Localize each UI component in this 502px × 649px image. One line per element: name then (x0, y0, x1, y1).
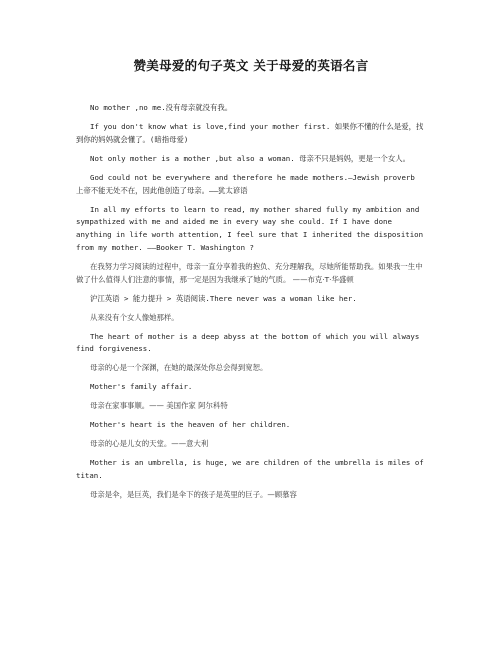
paragraph: 在我努力学习阅读的过程中，母亲一直分享着我的抱负、充分理解我，尽她所能帮助我。如果我一生中做了什么值得人们注意的事情，那一定是因为我继承了她的气质。 ——布克·T·华盛顿 (76, 261, 423, 284)
page-title: 赞美母爱的句子英文 关于母爱的英语名言 (133, 58, 369, 73)
paragraph: The heart of mother is a deep abyss at the bottom of which you will always find forgiveness. (76, 331, 420, 354)
paragraph: In all my efforts to learn to read, my mother shared fully my ambition and sympathized with me and aided me in every way she could. If I have done anything in life worth attention, I feel sure that I inherited the disposition from my mother. ——Booker T. Washington ? (76, 204, 424, 252)
paragraph: Mother is an umbrella, is huge, we are children of the umbrella is miles of titan. (76, 458, 424, 481)
paragraph: 母亲的心是一个深渊，在她的最深处你总会得到宽恕。 (90, 363, 268, 373)
paragraph: God could not be everywhere and therefore he made mothers.—Jewish proverb 上帝不能无处不在，因此他创造了母亲。——犹太谚语 (76, 172, 415, 195)
paragraph: 母亲在家事事顺。—— 美国作家 阿尔科特 (90, 401, 228, 411)
paragraph: If you don't know what is love,find your mother first. 如果你不懂的什么是爱，找到你的妈妈就会懂了。(暗指母爱) (76, 121, 424, 144)
paragraph: Not only mother is a mother ,but also a woman. 母亲不只是妈妈，更是一个女人。 (90, 153, 410, 163)
document-body (76, 102, 426, 508)
paragraph: Mother's heart is the heaven of her children. (90, 420, 291, 430)
paragraph: 母亲的心是儿女的天堂。——意大利 (90, 439, 209, 449)
paragraph: 母亲是伞，是巨英，我们是伞下的孩子是英里的巨子。—顾慕容 (90, 490, 297, 500)
paragraph: No mother ,no me.没有母亲就没有我。 (90, 103, 233, 112)
paragraph: 从来没有个女人像她那样。 (90, 312, 179, 322)
paragraph: Mother's family affair. (90, 382, 193, 392)
paragraph: 沪江英语 > 能力提升 > 英语阅读.There never was a woman like her. (90, 293, 357, 303)
